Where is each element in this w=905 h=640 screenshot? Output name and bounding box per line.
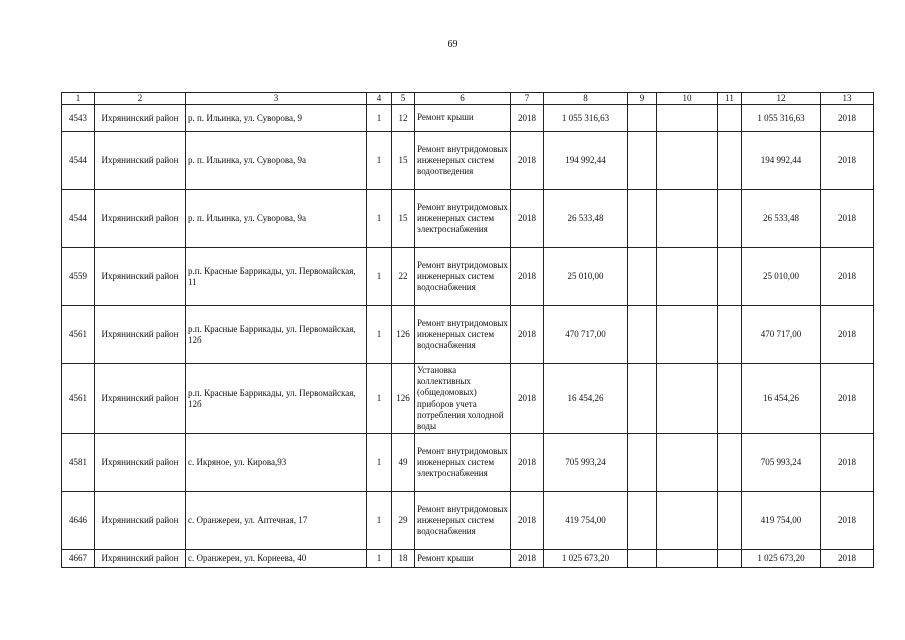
cell-col10: [657, 306, 718, 364]
cell-year2: 2018: [821, 306, 874, 364]
cell-total: 194 992,44: [742, 132, 821, 190]
cell-year2: 2018: [821, 248, 874, 306]
cell-work-type: Ремонт внутридомовых инженерных систем водоснабжения: [415, 248, 511, 306]
cell-col10: [657, 492, 718, 550]
cell-address: р.п. Красные Баррикады, ул. Первомайская, 12б: [186, 306, 367, 364]
column-header: 4: [367, 93, 392, 105]
cell-id: 4561: [62, 364, 95, 434]
cell-address: р. п. Ильинка, ул. Суворова, 9а: [186, 190, 367, 248]
cell-address: р.п. Красные Баррикады, ул. Первомайская, 11: [186, 248, 367, 306]
column-header: 12: [742, 93, 821, 105]
cell-total: 1 055 316,63: [742, 105, 821, 132]
cell-col4: 1: [367, 550, 392, 568]
column-number-row: [62, 93, 874, 105]
column-header: 2: [95, 93, 186, 105]
table-row: [62, 550, 874, 568]
cell-col10: [657, 190, 718, 248]
cell-col11: [718, 306, 742, 364]
cell-id: 4667: [62, 550, 95, 568]
column-header: 8: [544, 93, 628, 105]
cell-year: 2018: [511, 492, 544, 550]
cell-cost: 470 717,00: [544, 306, 628, 364]
cell-id: 4581: [62, 434, 95, 492]
cell-col9: [628, 132, 657, 190]
cell-col5: 12: [392, 105, 415, 132]
cell-work-type: Ремонт внутридомовых инженерных систем электроснабжения: [415, 190, 511, 248]
cell-col11: [718, 550, 742, 568]
cell-col9: [628, 434, 657, 492]
cell-id: 4543: [62, 105, 95, 132]
cell-cost: 194 992,44: [544, 132, 628, 190]
table-row: [62, 364, 874, 434]
cell-address: с. Оранжереи, ул. Аптечная, 17: [186, 492, 367, 550]
cell-cost: 16 454,26: [544, 364, 628, 434]
cell-cost: 25 010,00: [544, 248, 628, 306]
cell-col4: 1: [367, 492, 392, 550]
cell-year: 2018: [511, 190, 544, 248]
cell-col11: [718, 132, 742, 190]
cell-address: р.п. Красные Баррикады, ул. Первомайская, 12б: [186, 364, 367, 434]
cell-col9: [628, 105, 657, 132]
cell-col4: 1: [367, 132, 392, 190]
cell-col5: 49: [392, 434, 415, 492]
cell-col5: 29: [392, 492, 415, 550]
cell-col4: 1: [367, 105, 392, 132]
cell-year: 2018: [511, 550, 544, 568]
cell-col4: 1: [367, 434, 392, 492]
cell-year: 2018: [511, 306, 544, 364]
cell-col10: [657, 364, 718, 434]
cell-district: Ихрянинский район: [95, 306, 186, 364]
cell-col5: 126: [392, 306, 415, 364]
cell-year2: 2018: [821, 550, 874, 568]
column-header: 1: [62, 93, 95, 105]
column-header: 7: [511, 93, 544, 105]
cell-total: 470 717,00: [742, 306, 821, 364]
cell-col10: [657, 105, 718, 132]
repair-register-table: [61, 92, 874, 568]
cell-cost: 705 993,24: [544, 434, 628, 492]
cell-col10: [657, 132, 718, 190]
table-row: [62, 132, 874, 190]
cell-col4: 1: [367, 248, 392, 306]
cell-district: Ихрянинский район: [95, 364, 186, 434]
cell-work-type: Ремонт внутридомовых инженерных систем водоснабжения: [415, 492, 511, 550]
cell-col11: [718, 492, 742, 550]
cell-col5: 18: [392, 550, 415, 568]
cell-id: 4559: [62, 248, 95, 306]
cell-work-type: Установка коллективных (общедомовых) приборов учета потребления холодной воды: [415, 364, 511, 434]
cell-col4: 1: [367, 364, 392, 434]
cell-col11: [718, 190, 742, 248]
cell-year2: 2018: [821, 492, 874, 550]
cell-year: 2018: [511, 364, 544, 434]
cell-col10: [657, 248, 718, 306]
cell-col11: [718, 434, 742, 492]
cell-id: 4561: [62, 306, 95, 364]
cell-col5: 15: [392, 190, 415, 248]
cell-address: с. Оранжереи, ул. Корнеева, 40: [186, 550, 367, 568]
cell-total: 705 993,24: [742, 434, 821, 492]
table-row: [62, 306, 874, 364]
cell-col11: [718, 248, 742, 306]
cell-col5: 15: [392, 132, 415, 190]
cell-col9: [628, 492, 657, 550]
cell-work-type: Ремонт внутридомовых инженерных систем водоотведения: [415, 132, 511, 190]
column-header: 6: [415, 93, 511, 105]
cell-address: р. п. Ильинка, ул. Суворова, 9: [186, 105, 367, 132]
cell-year2: 2018: [821, 132, 874, 190]
cell-col9: [628, 306, 657, 364]
cell-district: Ихрянинский район: [95, 492, 186, 550]
cell-work-type: Ремонт крыши: [415, 550, 511, 568]
cell-total: 26 533,48: [742, 190, 821, 248]
cell-col11: [718, 105, 742, 132]
cell-district: Ихрянинский район: [95, 550, 186, 568]
cell-year: 2018: [511, 132, 544, 190]
table-row: [62, 492, 874, 550]
column-header: 10: [657, 93, 718, 105]
cell-year: 2018: [511, 105, 544, 132]
cell-col10: [657, 550, 718, 568]
cell-total: 16 454,26: [742, 364, 821, 434]
cell-year: 2018: [511, 248, 544, 306]
cell-total: 1 025 673,20: [742, 550, 821, 568]
column-header: 11: [718, 93, 742, 105]
column-header: 13: [821, 93, 874, 105]
cell-year2: 2018: [821, 364, 874, 434]
cell-district: Ихрянинский район: [95, 105, 186, 132]
cell-cost: 1 025 673,20: [544, 550, 628, 568]
cell-col5: 22: [392, 248, 415, 306]
column-header: 3: [186, 93, 367, 105]
cell-address: с. Икряное, ул. Кирова,93: [186, 434, 367, 492]
cell-work-type: Ремонт внутридомовых инженерных систем электроснабжения: [415, 434, 511, 492]
page-number: 69: [447, 39, 458, 50]
cell-district: Ихрянинский район: [95, 190, 186, 248]
table-row: [62, 105, 874, 132]
cell-col9: [628, 364, 657, 434]
cell-col11: [718, 364, 742, 434]
cell-id: 4544: [62, 190, 95, 248]
cell-address: р. п. Ильинка, ул. Суворова, 9а: [186, 132, 367, 190]
cell-total: 419 754,00: [742, 492, 821, 550]
cell-col5: 126: [392, 364, 415, 434]
cell-year: 2018: [511, 434, 544, 492]
cell-district: Ихрянинский район: [95, 434, 186, 492]
cell-id: 4544: [62, 132, 95, 190]
table-row: [62, 190, 874, 248]
cell-cost: 1 055 316,63: [544, 105, 628, 132]
cell-col9: [628, 550, 657, 568]
cell-col10: [657, 434, 718, 492]
cell-year2: 2018: [821, 105, 874, 132]
cell-col4: 1: [367, 306, 392, 364]
column-header: 5: [392, 93, 415, 105]
cell-year2: 2018: [821, 190, 874, 248]
cell-work-type: Ремонт крыши: [415, 105, 511, 132]
cell-cost: 419 754,00: [544, 492, 628, 550]
cell-year2: 2018: [821, 434, 874, 492]
cell-id: 4646: [62, 492, 95, 550]
cell-total: 25 010,00: [742, 248, 821, 306]
cell-col4: 1: [367, 190, 392, 248]
cell-work-type: Ремонт внутридомовых инженерных систем водоснабжения: [415, 306, 511, 364]
cell-district: Ихрянинский район: [95, 132, 186, 190]
table-row: [62, 248, 874, 306]
cell-col9: [628, 248, 657, 306]
table-row: [62, 434, 874, 492]
cell-cost: 26 533,48: [544, 190, 628, 248]
cell-col9: [628, 190, 657, 248]
column-header: 9: [628, 93, 657, 105]
cell-district: Ихрянинский район: [95, 248, 186, 306]
